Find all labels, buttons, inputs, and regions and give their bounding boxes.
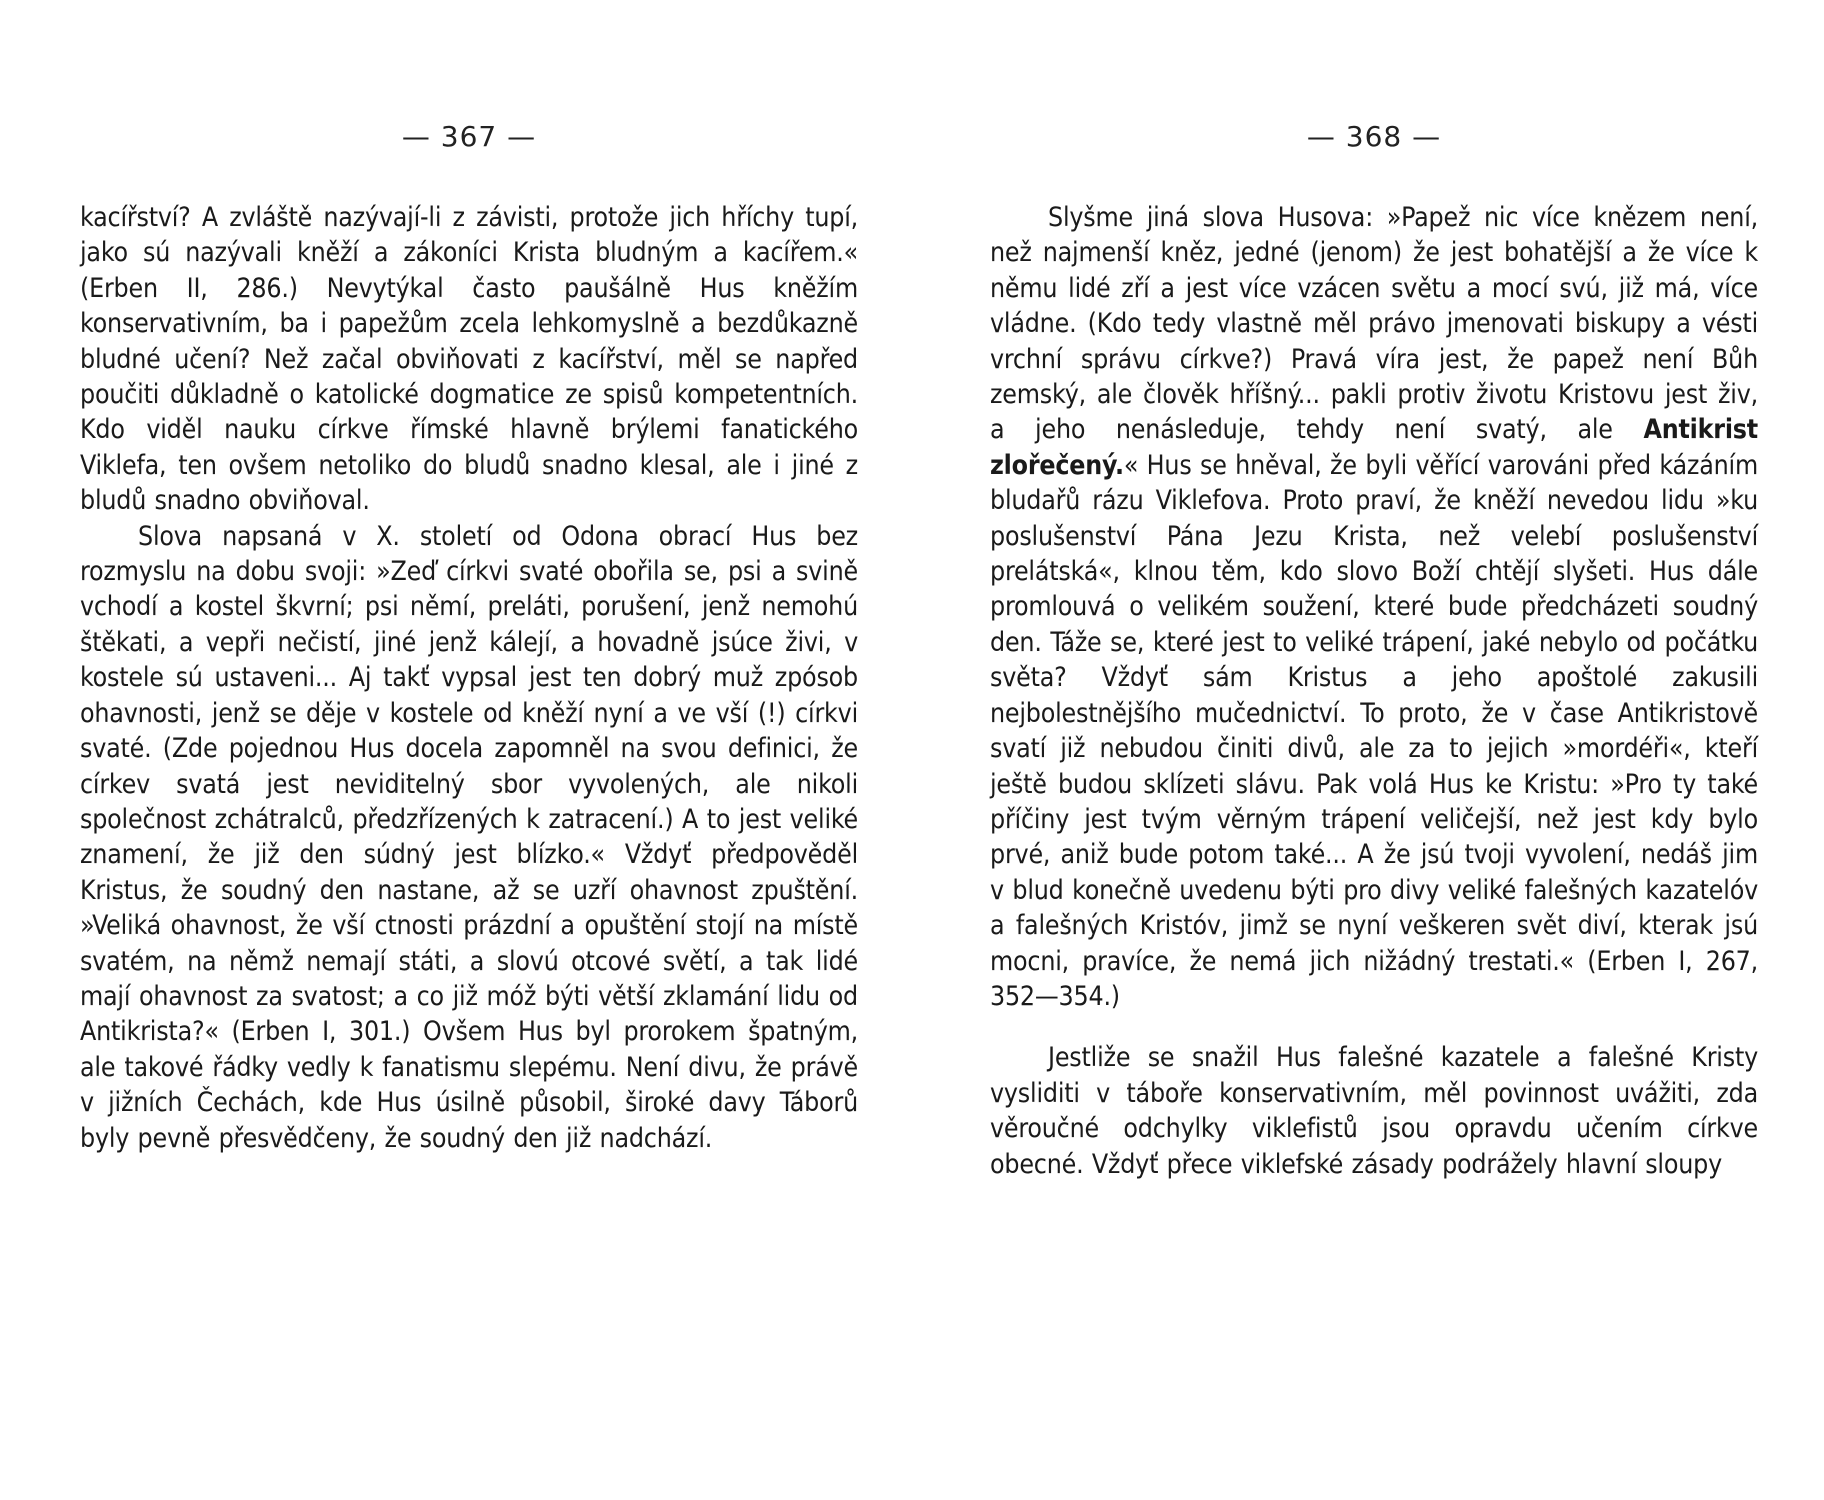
right-paragraph-2: Jestliže se snažil Hus falešné kazatele a falešné Kristy vysliditi v táboře konservativním, měl povinnost uvážiti, zda věroučné odchylky viklefistů jsou opravdu učením církve obecné. Vždyť přece viklefské zásady podrážely hlavní sloupy — [990, 1042, 1758, 1180]
right-page-text — [990, 200, 1758, 1182]
emphasis-antikrist: Antikrist zlořečený. — [990, 414, 1759, 481]
right-paragraph-1 — [990, 200, 1758, 1014]
right-paragraph-1-part-b: « Hus se hněval, že byli věřící varováni před kázáním bludařů rázu Viklefova. Proto praví, že kněží nevedou lidu »ku poslušenství Pána Jezu Krista, než velebí poslušenství prelátská«, klnou těm, kdo slovo Boží chtějí slyšeti. Hus dále promlouvá o velikém soužení, které bude předcházeti soudný den. Táže se, které jest to veliké trápení, jaké nebylo od počátku světa? Vždyť sám Kristus a jeho apoštolé zakusili nejbolestnějšího mučednictví. To proto, že v čase Antikristově svatí již nebudou činiti divů, ale za to jejich »mordéři«, kteří ještě budou sklízeti slávu. Pak volá Hus ke Kristu: »Pro ty také příčiny jest tvým věrným trápení veličejší, než jest kdy bylo prvé, aniž bude potom také... A že jsú tvoji vyvolení, nedáš jim v blud konečně uvedenu býti pro divy veliké falešných kazatelóv a falešných Kristóv, jimž se nyní veškeren svět diví, kterak jsú mocni, pravíce, že nemá jich nižádný trestati.« (Erben I, 267, 352—354.) — [990, 449, 1758, 1012]
page-number-right: — 368 — — [1306, 120, 1442, 153]
left-paragraph-2: Slova napsaná v X. století od Odona obrací Hus bez rozmyslu na dobu svoji: »Zeď církvi svaté obořila se, psi a svině vchodí a kostel škvrní; psi němí, preláti, porušení, jenž nemohú štěkati, a vepři nečistí, jiné jenž kálejí, a hovadně jsúce živi, v kostele sú ustaveni... Aj takť vypsal jest ten dobrý muž zpósob ohavnosti, jenž se děje v kostele od kněží nyní a ve vší (!) církvi svaté. (Zde pojednou Hus docela zapomněl na svou definici, že církev svatá jest neviditelný sbor vyvolených, ale nikoli společnost zchátralců, předzřízených k zatracení.) A to jest veliké znamení, že již den súdný jest blízko.« Vždyť předpověděl Kristus, že soudný den nastane, až se uzří ohavnost zpuštění. »Veliká ohavnost, že vší ctnosti prázdní a opuštění stojí na místě svatém, na němž nemají státi, a slovú otcové světí, a tak lidé mají ohavnost za svatost; a co již móž býti větší zklamání lidu od Antikrista?« (Erben I, 301.) Ovšem Hus byl prorokem špatným, ale takové řádky vedly k fanatismu slepému. Není divu, že právě v jižních Čechách, kde Hus úsilně působil, široké davy Táborů byly pevně přesvědčeny, že soudný den již nadchází. — [80, 520, 858, 1154]
left-page-text — [80, 200, 858, 1156]
right-page — [990, 0, 1758, 1500]
left-paragraph-1: kacířství? A zvláště nazývají-li z závisti, protože jich hříchy tupí, jako sú nazývali kněží a zákoníci Krista bludným a kacířem.« (Erben II, 286.) Nevytýkal často paušálně Hus kněžím konservativním, ba i papežům zcela lehkomyslně a bezdůkazně bludné učení? Než začal obviňovati z kacířství, měl se napřed poučiti důkladně o katolické dogmatice ze spisů kompetentních. Kdo viděl nauku církve římské hlavně brýlemi fanatického Viklefa, ten ovšem netoliko do bludů snadno klesal, ale i jiné z bludů snadno obviňoval. — [80, 202, 858, 517]
page-number-left: — 367 — — [401, 120, 537, 153]
left-page — [80, 0, 858, 1500]
right-paragraph-1-part-a: Slyšme jiná slova Husova: »Papež nic více knězem není, než najmenší kněz, jedné (jenom) že jest bohatější a že více k němu lidé zří a jest více vzácen světu a mocí svú, již má, více vládne. (Kdo tedy vlastně měl právo jmenovati biskupy a vésti vrchní správu církve?) Pravá víra jest, že papež není Bůh zemský, ale člověk hříšný... pakli protiv životu Kristovu jest živ, a jeho nenásleduje, tehdy není svatý, ale — [990, 202, 1758, 446]
